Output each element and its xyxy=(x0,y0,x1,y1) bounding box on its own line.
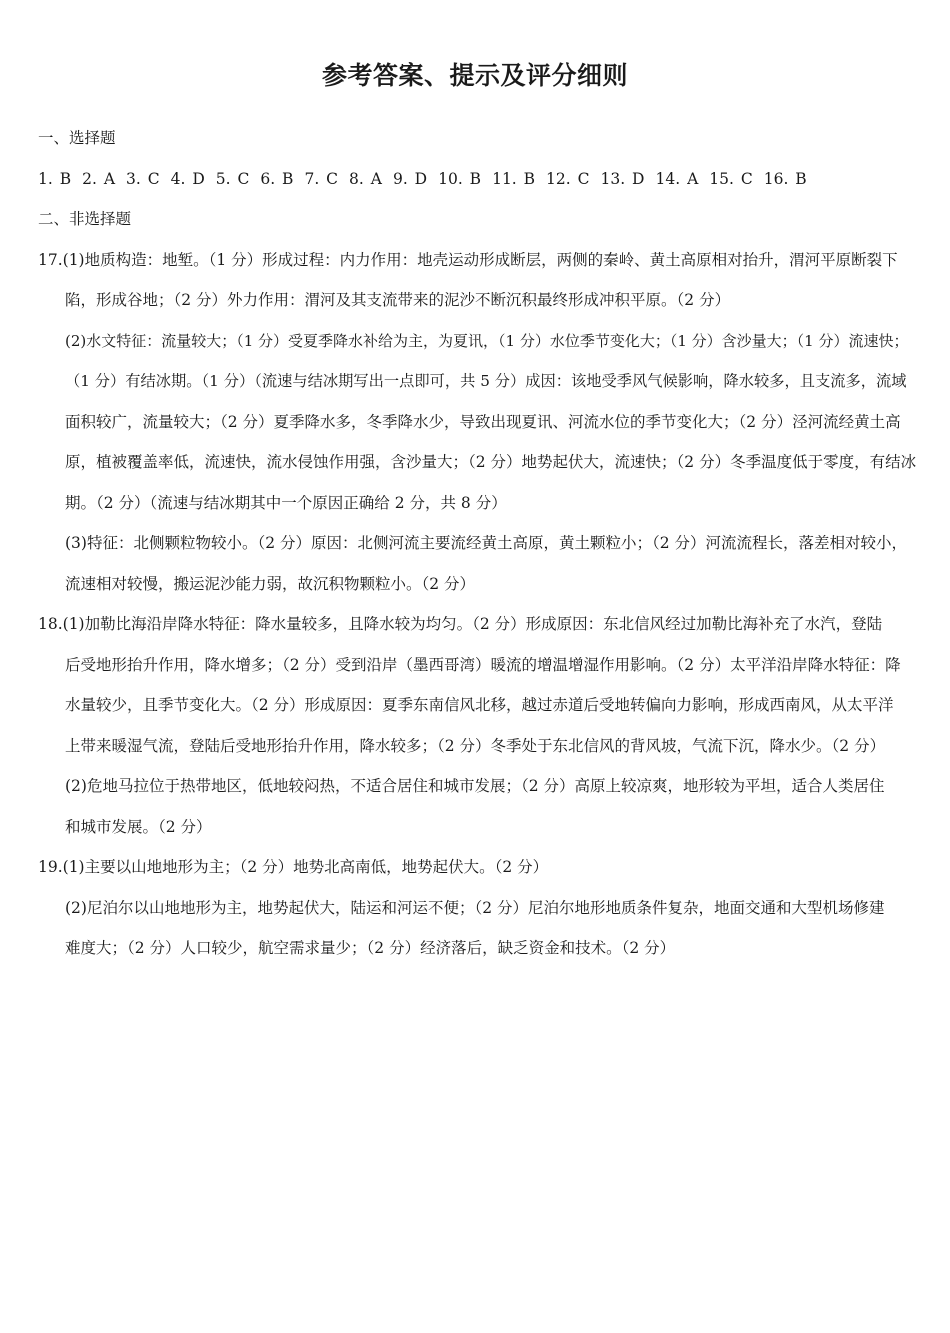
answer-item: 16. B xyxy=(763,169,807,188)
question-17 xyxy=(38,240,918,605)
q18-part2-line: (2)危地马拉位于热带地区，低地较闷热，不适合居住和城市发展；（2 分）高原上较凉爽，地形较为平坦，适合人类居住 xyxy=(65,777,885,795)
section-heading-choice: 一、选择题 xyxy=(38,129,116,147)
q17-part2-line: 期。（2 分）（流速与结冰期其中一个原因正确给 2 分，共 8 分） xyxy=(65,493,507,512)
q19-part2-line: 难度大；（2 分）人口较少，航空需求量少；（2 分）经济落后，缺乏资金和技术。（2 分） xyxy=(65,939,676,957)
answer-item: 7. C xyxy=(304,169,339,188)
answer-item: 4. D xyxy=(170,169,205,188)
answer-item: 1. B xyxy=(38,169,72,188)
q19-part2-line: (2)尼泊尔以山地地形为主，地势起伏大，陆运和河运不便；（2 分）尼泊尔地形地质条件复杂，地面交通和大型机场修建 xyxy=(65,898,885,917)
answer-item: 11. B xyxy=(492,169,536,188)
section-heading-nonchoice: 二、非选择题 xyxy=(38,210,132,228)
q19-part2 xyxy=(38,888,918,969)
q17-part2 xyxy=(38,321,918,524)
answer-item: 15. C xyxy=(709,169,753,188)
q17-part2-line: 面积较广，流量较大；（2 分）夏季降水多，冬季降水少，导致出现夏讯、河流水位的季节变化大；（2 分）泾河流经黄土高 xyxy=(65,412,901,431)
answer-item: 9. D xyxy=(392,169,428,188)
answer-item: 8. A xyxy=(349,169,382,188)
q17-part3 xyxy=(38,523,918,604)
q17-part2-line: （1 分）有结冰期。（1 分）（流速与结冰期写出一点即可，共 5 分）成因：该地受季风气候影响，降水较多，且支流多，流域 xyxy=(65,372,907,390)
question-19 xyxy=(38,847,918,969)
answer-item: 12. C xyxy=(546,169,590,188)
answer-item: 5. C xyxy=(215,169,250,188)
q17-part3-line: 流速相对较慢，搬运泥沙能力弱，故沉积物颗粒小。（2 分） xyxy=(65,574,476,593)
q19-part1-line: 19.(1)主要以山地地形为主；（2 分）地势北高南低，地势起伏大。（2 分） xyxy=(38,858,549,876)
q17-part1-line: 陷，形成谷地；（2 分）外力作用：渭河及其支流带来的泥沙不断沉积最终形成冲积平原。（2 分） xyxy=(65,291,731,309)
q17-part3-line: (3)特征：北侧颗粒物较小。（2 分）原因：北侧河流主要流经黄土高原，黄土颗粒小；（2 分）河流流程长，落差相对较小， xyxy=(65,534,908,552)
q17-part2-line: (2)水文特征：流量较大；（1 分）受夏季降水补给为主，为夏讯，（1 分）水位季节变化大；（1 分）含沙量大；（1 分）流速快； xyxy=(65,331,909,350)
q18-part1-line: 上带来暖湿气流，登陆后受地形抬升作用，降水较多；（2 分）冬季处于东北信风的背风坡，气流下沉，降水少。（2 分） xyxy=(65,736,886,755)
choice-answers xyxy=(38,159,918,200)
question-18 xyxy=(38,604,918,847)
page-title: 参考答案、提示及评分细则 xyxy=(321,61,628,90)
answer-item: 6. B xyxy=(260,169,294,188)
answer-item: 2. A xyxy=(82,169,116,188)
answer-item: 14. A xyxy=(655,169,699,188)
q18-part1-line: 18.(1)加勒比海沿岸降水特征：降水量较多，且降水较为均匀。（2 分）形成原因：东北信风经过加勒比海补充了水汽，登陆 xyxy=(38,615,883,633)
q18-part1-line: 后受地形抬升作用，降水增多；（2 分）受到沿岸（墨西哥湾）暖流的增温增湿作用影响。（2 分）太平洋沿岸降水特征：降 xyxy=(65,655,901,674)
answer-item: 3. C xyxy=(126,169,160,188)
q18-part2 xyxy=(38,766,918,847)
answer-item: 13. D xyxy=(600,169,645,188)
q18-part2-line: 和城市发展。（2 分） xyxy=(65,817,212,836)
q18-part1-line: 水量较少，且季节变化大。（2 分）形成原因：夏季东南信风北移，越过赤道后受地转偏向力影响，形成西南风，从太平洋 xyxy=(65,696,894,714)
q17-part1-line: 17.(1)地质构造：地堑。（1 分）形成过程：内力作用：地壳运动形成断层，两侧的秦岭、黄土高原相对抬升，渭河平原断裂下 xyxy=(38,250,898,269)
answer-item: 10. B xyxy=(438,169,482,188)
q17-part2-line: 原，植被覆盖率低，流速快，流水侵蚀作用强，含沙量大；（2 分）地势起伏大，流速快；（2 分）冬季温度低于零度，有结冰 xyxy=(65,453,917,471)
answer-content xyxy=(38,118,918,969)
